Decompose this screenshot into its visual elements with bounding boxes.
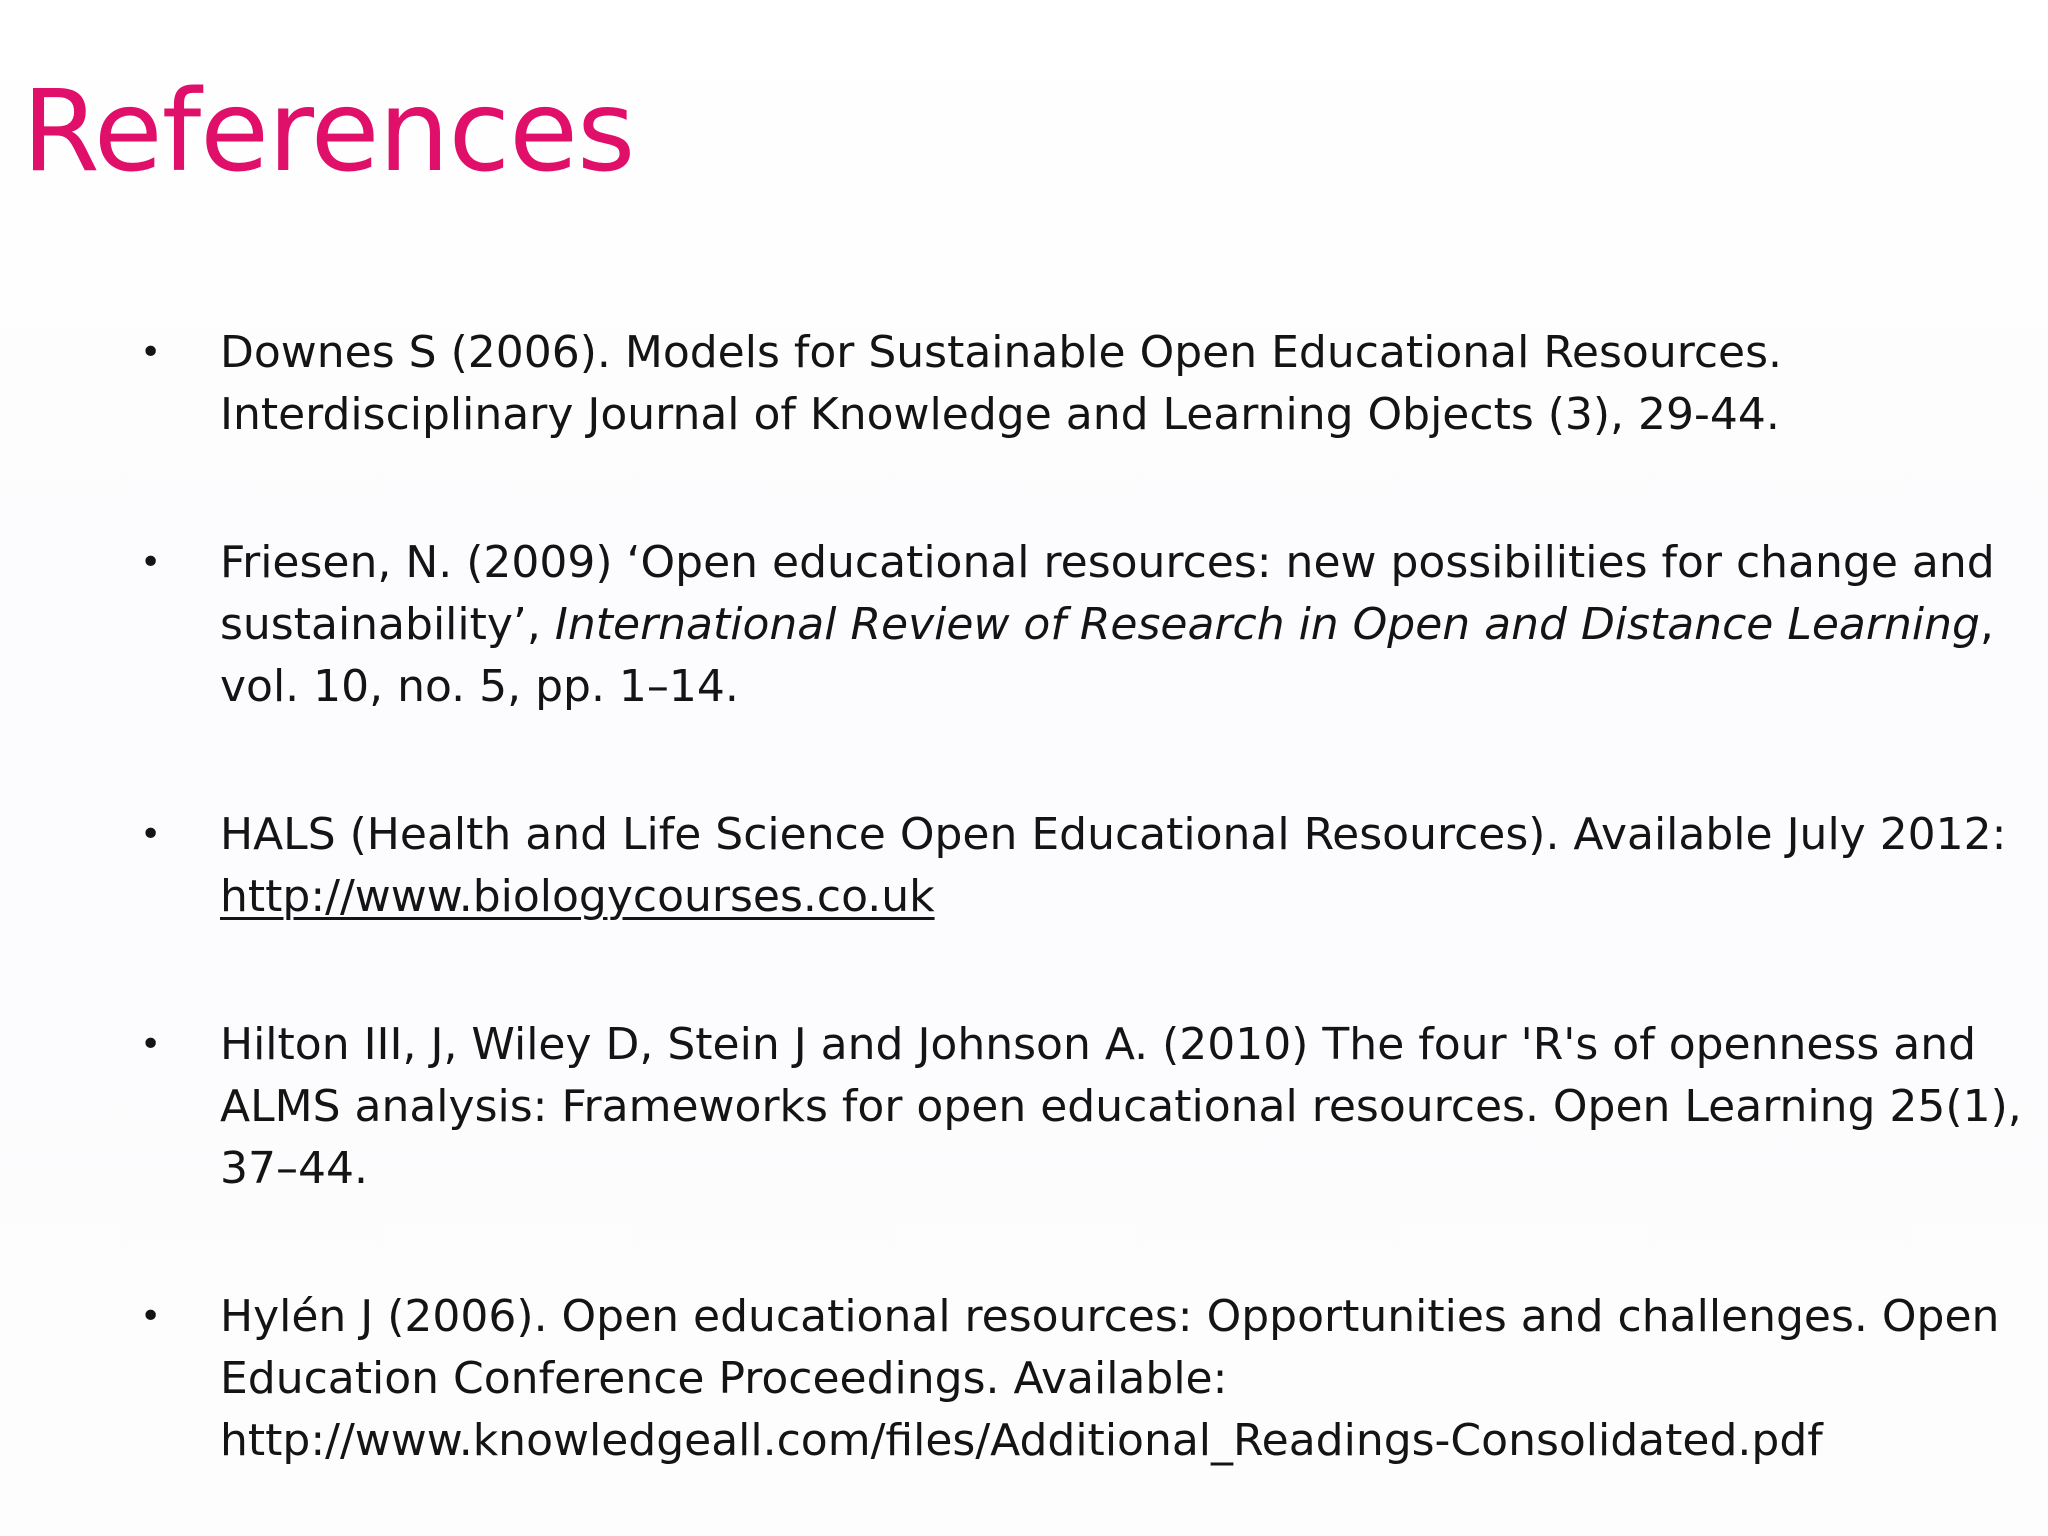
bullet-icon: • [140, 332, 162, 373]
reference-line: Hilton III, J, Wiley D, Stein J and Johnson A. (2010) The four 'R's of openness and [220, 1019, 1977, 1070]
reference-line [220, 594, 1994, 656]
reference-text: , [1979, 599, 1994, 650]
reference-text: sustainability’, [220, 599, 555, 650]
reference-line: ALMS analysis: Frameworks for open educational resources. Open Learning 25(1), [220, 1081, 2022, 1132]
reference-line: 37–44. [220, 1143, 368, 1194]
reference-line: Education Conference Proceedings. Available: [220, 1353, 1228, 1404]
reference-line [220, 866, 1940, 928]
reference-line: Hylén J (2006). Open educational resources: Opportunities and challenges. Open [220, 1291, 2000, 1342]
reference-line: Downes S (2006). Models for Sustainable Open Educational Resources. [220, 327, 1783, 378]
bullet-icon: • [140, 814, 162, 855]
slide-title: References [22, 67, 635, 197]
bullet-icon: • [140, 1024, 162, 1065]
reference-item [140, 322, 1940, 446]
bullet-icon: • [140, 1296, 162, 1337]
reference-item [140, 804, 2007, 928]
reference-line: HALS (Health and Life Science Open Educational Resources). Available July 2012: [220, 809, 2007, 860]
reference-line: vol. 10, no. 5, pp. 1–14. [220, 661, 739, 712]
reference-line: Friesen, N. (2009) ‘Open educational resources: new possibilities for change and [220, 537, 1995, 588]
reference-item [140, 532, 1995, 718]
reference-item [140, 1286, 2000, 1472]
reference-line: Interdisciplinary Journal of Knowledge and Learning Objects (3), 29-44. [220, 389, 1780, 440]
reference-item [140, 1014, 2022, 1200]
bullet-icon: • [140, 542, 162, 583]
hals-link[interactable]: http://www.biologycourses.co.uk [220, 871, 935, 922]
reference-list [140, 322, 2022, 1472]
reference-line: http://www.knowledgeall.com/files/Additional_Readings-Consolidated.pdf [220, 1415, 1823, 1466]
journal-title: International Review of Research in Open and Distance Learning [554, 599, 1980, 650]
